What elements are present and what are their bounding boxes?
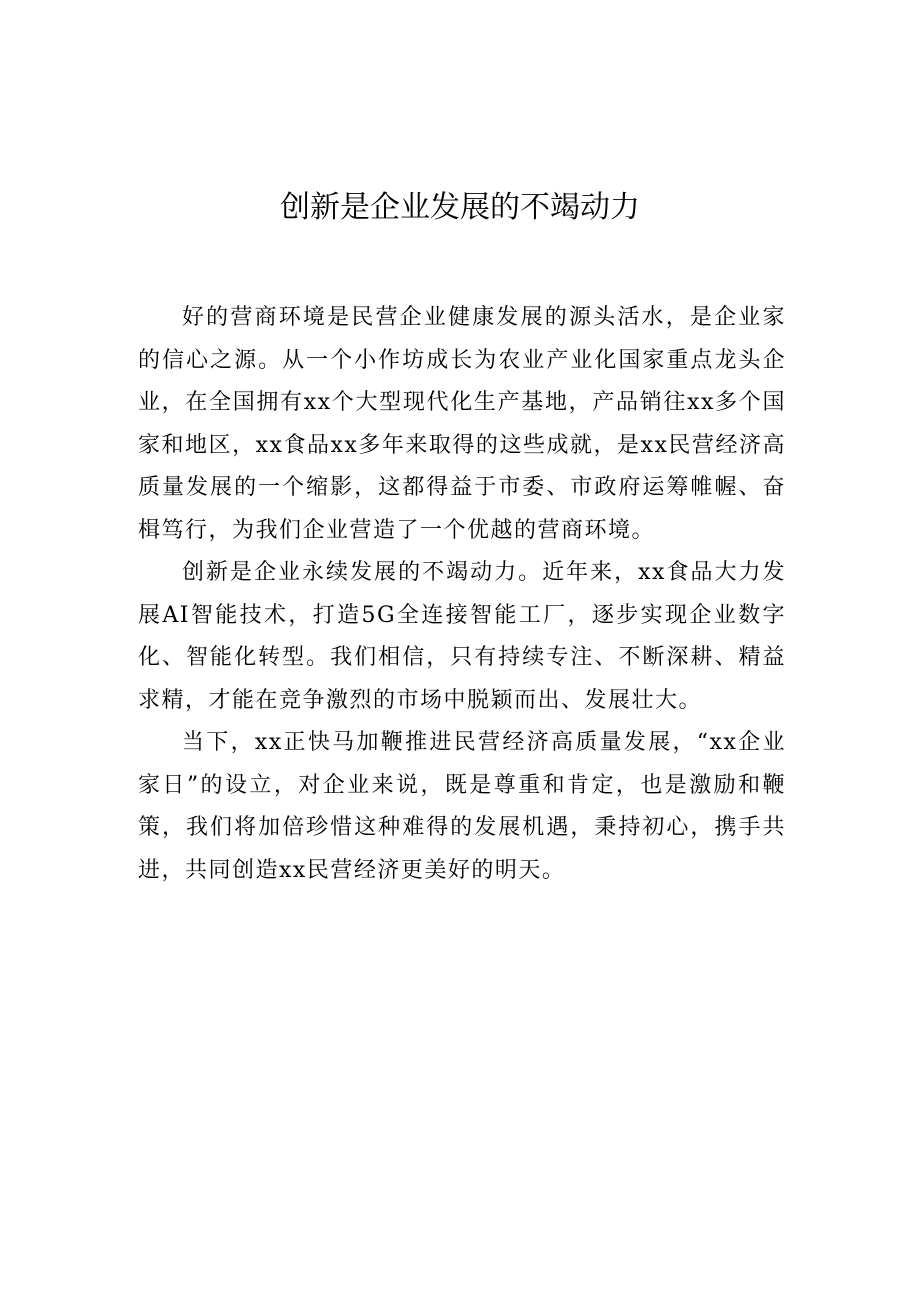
document-title: 创新是企业发展的不竭动力 (280, 190, 640, 225)
paragraph: 当下，xx正快马加鞭推进民营经济高质量发展，“xx企业家日”的设立，对企业来说，既是尊重和肯定，也是激励和鞭策，我们将加倍珍惜这种难得的发展机遇，秉持初心，携手共进，共同创造xx民营经济更美好的明天。 (138, 730, 786, 883)
paragraph: 创新是企业永续发展的不竭动力。近年来，xx食品大力发展AI智能技术，打造5G全连接智能工厂，逐步实现企业数字化、智能化转型。我们相信，只有持续专注、不断深耕、精益求精，才能在竞争激烈的市场中脱颖而出、发展壮大。 (138, 560, 786, 713)
document-body (138, 297, 786, 892)
paragraph: 好的营商环境是民营企业健康发展的源头活水，是企业家的信心之源。从一个小作坊成长为农业产业化国家重点龙头企业，在全国拥有xx个大型现代化生产基地，产品销往xx多个国家和地区，xx食品xx多年来取得的这些成就，是xx民营经济高质量发展的一个缩影，这都得益于市委、市政府运筹帷幄、奋楫笃行，为我们企业营造了一个优越的营商环境。 (138, 305, 786, 543)
